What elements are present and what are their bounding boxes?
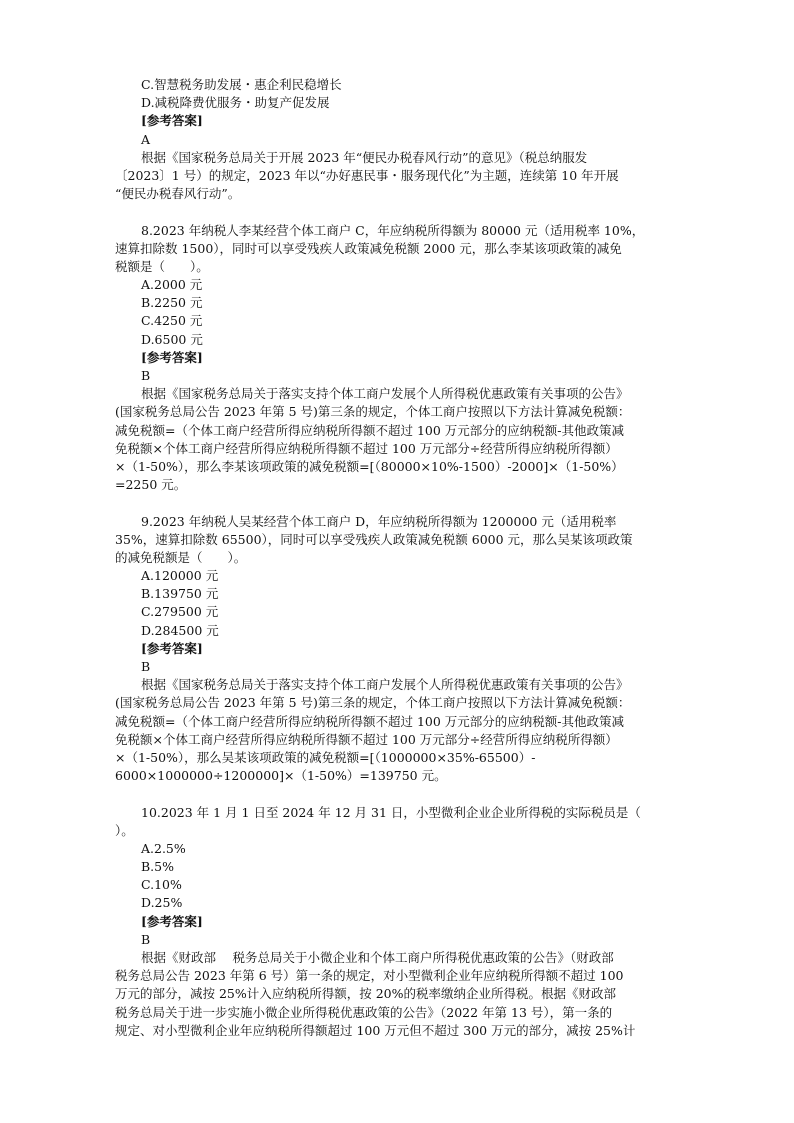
explanation-line: 〔2023〕1 号）的规定，2023 年以“办好惠民事・服务现代化”为主题，连续第 10 年开展: [115, 167, 619, 183]
option-c: C.10%: [141, 877, 182, 893]
option-c: C.智慧税务助发展・惠企利民稳增长: [141, 77, 342, 92]
explanation-line: ×（1-50%），那么吴某该项政策的减免税额=[（1000000×35%-65500）-: [115, 749, 536, 765]
option-d: D.25%: [141, 895, 183, 911]
option-b: B.139750 元: [141, 586, 219, 602]
question-9-line: 9.2023 年纳税人吴某经营个体工商户 D，年应纳税所得额为 1200000 元（适用税率: [141, 513, 617, 529]
explanation-line: 税务总局关于进一步实施小微企业所得税优惠政策的公告》（2022 年第 13 号），第一条的: [115, 1004, 613, 1020]
answer-header: [参考答案]: [141, 113, 203, 129]
explanation-line: 税务总局公告 2023 年第 6 号）第一条的规定，对小型微利企业年应纳税所得额不超过 100: [115, 968, 624, 984]
answer-value: B: [141, 368, 151, 383]
explanation-line: 免税额×个体工商户经营所得应纳税所得额不超过 100 万元部分÷经营所得应纳税所得额）: [115, 440, 618, 456]
answer-header: [参考答案]: [141, 349, 203, 365]
option-a: A.120000 元: [141, 568, 219, 584]
answer-value: B: [141, 659, 151, 674]
explanation-line: 根据《国家税务总局关于开展 2023 年“便民办税春风行动”的意见》（税总纳服发: [141, 149, 588, 165]
question-10-line: 10.2023 年 1 月 1 日至 2024 年 12 月 31 日，小型微利企业企业所得税的实际税员是（: [141, 804, 641, 820]
option-b: B.2250 元: [141, 295, 203, 311]
spacer: [115, 203, 685, 221]
explanation-line: 免税额×个体工商户经营所得应纳税所得额不超过 100 万元部分÷经营所得应纳税所得额）: [115, 731, 618, 747]
explanation-line: ×（1-50%），那么李某该项政策的减免税额=[（80000×10%-1500）-2000]×（1-50%）: [115, 458, 624, 474]
option-b: B.5%: [141, 859, 174, 875]
explanation-line: 根据《财政部 税务总局关于小微企业和个体工商户所得税优惠政策的公告》（财政部: [141, 950, 614, 965]
option-a: A.2000 元: [141, 277, 203, 293]
question-9-line: 的减免税额是（ ）。: [115, 549, 247, 565]
explanation-line: 根据《国家税务总局关于落实支持个体工商户发展个人所得税优惠政策有关事项的公告》: [141, 677, 629, 693]
question-8-line: 税额是（ ）。: [115, 258, 209, 274]
question-8-line: 速算扣除数 1500），同时可以享受残疾人政策减免税额 2000 元，那么李某该项政策的减免: [115, 240, 622, 256]
question-10-line: ）。: [115, 822, 134, 838]
option-d: D.284500 元: [141, 622, 219, 638]
option-a: A.2.5%: [141, 840, 186, 856]
document-page: [115, 76, 685, 1040]
answer-header: [参考答案]: [141, 913, 203, 929]
explanation-line: 6000×1000000÷1200000]×（1-50%）=139750 元。: [115, 768, 447, 784]
explanation-line: (国家税务总局公告 2023 年第 5 号)第三条的规定，个体工商户按照以下方法计算减免税额：: [115, 695, 631, 711]
question-8-line: 8.2023 年纳税人李某经营个体工商户 C，年应纳税所得额为 80000 元（适用税率 10%，: [141, 222, 645, 238]
explanation-line: 减免税额=（个体工商户经营所得应纳税所得额不超过 100 万元部分的应纳税额-其他政策减: [115, 422, 625, 438]
explanation-line: 根据《国家税务总局关于落实支持个体工商户发展个人所得税优惠政策有关事项的公告》: [141, 386, 629, 402]
explanation-line: “便民办税春风行动”。: [115, 186, 241, 202]
spacer: [115, 785, 685, 803]
answer-header: [参考答案]: [141, 640, 203, 656]
explanation-line: 减免税额=（个体工商户经营所得应纳税所得额不超过 100 万元部分的应纳税额-其他政策减: [115, 713, 625, 729]
explanation-line: 规定、对小型微利企业年应纳税所得额超过 100 万元但不超过 300 万元的部分，减按 25%计: [115, 1022, 636, 1038]
spacer: [115, 494, 685, 512]
explanation-line: 万元的部分，减按 25%计入应纳税所得额，按 20%的税率缴纳企业所得税。根据《财政部: [115, 986, 617, 1002]
option-d: D.减税降费优服务・助复产促发展: [141, 95, 330, 111]
option-c: C.279500 元: [141, 604, 219, 620]
answer-value: B: [141, 931, 151, 947]
question-9-line: 35%，速算扣除数 65500），同时可以享受残疾人政策减免税额 6000 元，那么吴某该项政策: [115, 531, 633, 547]
option-d: D.6500 元: [141, 331, 203, 347]
explanation-line: =2250 元。: [115, 477, 187, 493]
explanation-line: (国家税务总局公告 2023 年第 5 号)第三条的规定，个体工商户按照以下方法计算减免税额：: [115, 404, 631, 420]
answer-value: A: [141, 131, 151, 147]
option-c: C.4250 元: [141, 313, 203, 329]
